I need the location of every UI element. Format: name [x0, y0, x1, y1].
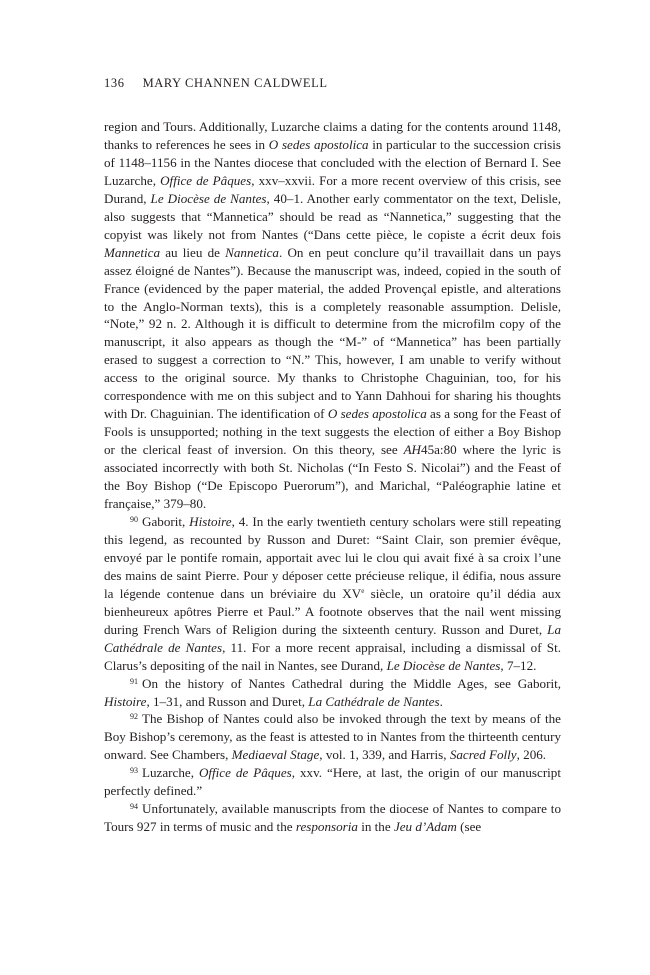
- page-number: 136: [104, 76, 125, 90]
- text-run: siècle, un oratoire qu’il dédia aux bienheureux apôtres Pierre et Paul.” A footnote observes that the nail went missing during French Wars of Religion during the sixteenth century. Russon and Duret,: [104, 585, 561, 637]
- running-head: [104, 76, 328, 91]
- text-run: Unfortunately, available manuscripts from the diocese of Nantes to compare to Tours 927 in terms of music and the: [104, 801, 561, 835]
- footnote-number: 94: [130, 802, 138, 812]
- text-run: On the history of Nantes Cathedral during the Middle Ages, see Gaborit,: [142, 675, 561, 691]
- italic-title: La Cathédrale de Nantes: [308, 693, 440, 709]
- italic-title: La Cathédrale de Nantes: [104, 621, 561, 655]
- italic-title: Mannetica: [104, 244, 160, 260]
- italic-title: O sedes apostolica: [268, 136, 369, 152]
- footnote-94: [104, 800, 561, 836]
- text-run: , vol. 1, 339, and Harris,: [319, 747, 450, 763]
- text-run: Luzarche,: [142, 765, 199, 781]
- footnote-91: [104, 675, 561, 711]
- italic-title: Le Diocèse de Nantes: [386, 657, 501, 673]
- text-run: (see: [456, 819, 482, 835]
- italic-title: O sedes apostolica: [327, 406, 427, 422]
- footnote-89-continuation: [104, 118, 561, 513]
- footnote-90: [104, 513, 561, 675]
- footnote-number: 91: [130, 676, 138, 686]
- italic-title: Nannetica: [225, 244, 279, 260]
- italic-title: Mediaeval Stage: [231, 747, 320, 763]
- text-run: , 206.: [516, 747, 547, 763]
- italic-title: Le Diocèse de Nantes: [150, 190, 267, 206]
- text-run: as a song for the Feast of Fools is unsupported; nothing in the text suggests the election of either a Boy Bishop or the clerical feast of inversion. On this theory, see: [104, 406, 562, 458]
- text-run: .: [439, 693, 443, 709]
- italic-title: Sacred Folly: [449, 747, 517, 763]
- text-run: , xxv. “Here, at last, the origin of our manuscript perfectly defined.”: [104, 765, 561, 799]
- text-run: in particular to the succession crisis of 1148–1156 in the Nantes diocese that concluded with the election of Bernard I. See Luzarche,: [104, 136, 562, 188]
- footnote-93: [104, 764, 561, 800]
- text-run: , 1–31, and Russon and Duret,: [146, 693, 309, 709]
- text-run: The Bishop of Nantes could also be invoked through the text by means of the Boy Bishop’s ceremony, as the feast is attested to in Nantes from the thirteenth century onward. See Chambers,: [104, 711, 561, 763]
- text-run: , 7–12.: [500, 657, 537, 673]
- footnote-92: [104, 710, 561, 764]
- text-run: region and Tours. Additionally, Luzarche claims a dating for the contents around 1148, thanks to references he sees in: [104, 119, 561, 152]
- italic-title: Jeu d’Adam: [393, 819, 457, 835]
- italic-title: AH: [403, 442, 422, 458]
- text-run: in the: [357, 819, 394, 835]
- footnote-number: 90: [130, 514, 138, 524]
- footnote-text-block: [104, 118, 561, 836]
- text-run: . On en peut conclure qu’il travaillait dans un pays assez éloigné de Nantes”). Because the manuscript was, indeed, copied in the south of France (evidenced by the paper material, the added Provençal epistle, and alterations to the Anglo-Norman texts), this is a completely reasonable assumption. Delisle, “Note,” 92 n. 2. Although it is difficult to determine from the microfilm copy of the manuscript, it also appears as though the “M-” of “Mannetica” has been partially erased to suggest a correction to “N.” This, however, I am unable to verify without access to the original source. My thanks to Christophe Chaguinian, too, for his correspondence with me on this subject and to Yann Dahhoui for sharing his thoughts with Dr. Chaguinian. The identification of: [104, 244, 561, 422]
- running-head-author: MARY CHANNEN CALDWELL: [142, 76, 328, 90]
- italic-title: Histoire: [104, 693, 147, 709]
- text-run: au lieu de: [160, 244, 226, 260]
- italic-title: Office de Pâques: [198, 765, 292, 781]
- text-run: , 4. In the early twentieth century scholars were still repeating this legend, as recounted by Russon and Duret: “Saint Clair, son premier évêque, envoyé par le pontife romain, apportait avec lui le clou qui avait fixé à sa croix l’une des mains de saint Pierre. Pour y déposer cette précieuse relique, il édifia, nous assure la légende contenue dans un bréviaire du XV: [104, 513, 562, 601]
- text-run: , 11. For a more recent appraisal, including a dismissal of St. Clarus’s depositing of the nail in Nantes, see Durand,: [104, 639, 561, 673]
- text-run: Gaborit,: [142, 513, 190, 529]
- superscript: e: [361, 586, 365, 595]
- footnote-number: 92: [130, 712, 138, 722]
- italic-title: Histoire: [189, 513, 232, 529]
- footnote-number: 93: [130, 766, 138, 776]
- text-run: 45a:80 where the lyric is associated incorrectly with both St. Nicholas (“In Festo S. Nicolai”) and the Feast of the Boy Bishop (“De Episcopo Puerorum”), and Marichal, “Paléographie latine et française,” 379–80.: [104, 442, 561, 512]
- text-run: , 40–1. Another early commentator on the text, Delisle, also suggests that “Mannetica” should be read as “Nannetica,” suggesting that the copyist was likely not from Nantes (“Dans cette pièce, le copiste a écrit deux fois: [104, 190, 561, 242]
- text-run: , xxv–xxvii. For a more recent overview of this crisis, see Durand,: [104, 172, 562, 206]
- italic-title: responsoria: [295, 819, 358, 835]
- italic-title: Office de Pâques: [160, 172, 252, 188]
